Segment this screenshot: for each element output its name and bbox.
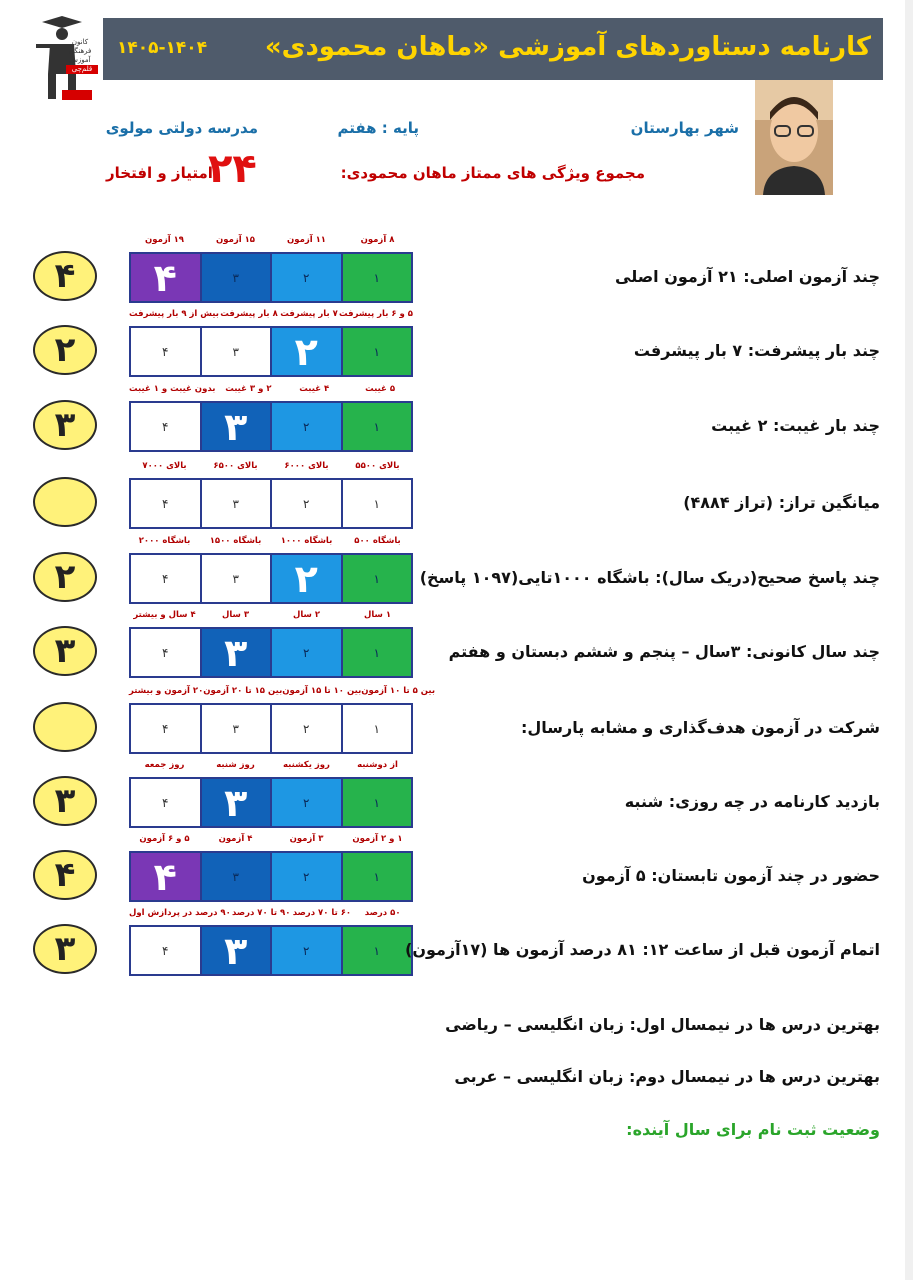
range-label: ۳ سال — [221, 610, 250, 620]
range-label: بالای ۷۰۰۰ — [142, 461, 187, 471]
scale-cell: ۲ — [272, 480, 343, 527]
range-label: ۲ سال — [292, 610, 321, 620]
scale-cell: ۱ — [343, 328, 412, 375]
range-label: ۱ سال — [363, 610, 392, 620]
range-label: بالای ۶۰۰۰ — [284, 461, 329, 471]
row-range-labels — [129, 834, 413, 848]
scale-cell-selected: ۲ — [272, 555, 343, 602]
scale-cell: ۲ — [272, 779, 343, 826]
best-subjects-first: بهترین درس ها در نیمسال اول: زبان انگلیسی – ریاضی — [445, 1015, 880, 1034]
range-label: ۲۰ آزمون و بیشتر — [129, 686, 204, 696]
row-score-circle: ۳ — [33, 400, 97, 450]
score-scale — [129, 703, 413, 754]
scale-cell: ۳ — [202, 328, 273, 375]
logo-line: فرهنگی — [68, 47, 92, 55]
criterion-text: چند بار غیبت: ۲ غیبت — [711, 416, 880, 435]
criterion-text: میانگین تراز: (تراز ۴۸۸۴) — [683, 493, 880, 512]
logo-line: آموزش — [69, 56, 91, 64]
score-scale — [129, 553, 413, 604]
scale-cell: ۳ — [202, 705, 273, 752]
scale-cell: ۳ — [202, 480, 273, 527]
row-score-circle: ۳ — [33, 626, 97, 676]
scale-cell: ۱ — [343, 254, 412, 301]
row-range-labels — [129, 686, 436, 700]
page-title: کارنامه دستاوردهای آموزشی «ماهان محمودی» — [264, 32, 871, 62]
range-label: ۱۹ آزمون — [144, 235, 184, 245]
range-label: بالای ۶۵۰۰ — [213, 461, 258, 471]
scale-cell: ۴ — [131, 705, 202, 752]
range-label: ۵۰ درصد — [364, 908, 401, 918]
row-range-labels — [129, 384, 413, 398]
range-label: بالای ۵۵۰۰ — [355, 461, 400, 471]
scale-cell-selected: ۴ — [131, 853, 202, 900]
row-score-circle: ۴ — [33, 251, 97, 301]
scale-cell: ۲ — [272, 403, 343, 450]
row-score-circle: ۳ — [33, 776, 97, 826]
scale-cell: ۱ — [343, 853, 412, 900]
range-label: ۱ و ۲ آزمون — [352, 834, 403, 844]
row-score-circle: ۲ — [33, 552, 97, 602]
page-edge — [905, 0, 913, 1280]
range-label: روز شنبه — [216, 760, 255, 770]
scale-cell-selected: ۳ — [202, 927, 273, 974]
logo-text — [62, 38, 98, 74]
range-label: ۷ بار پیشرفت — [280, 309, 338, 319]
row-range-labels — [129, 760, 413, 774]
range-label: ۴ سال و بیشتر — [133, 610, 196, 620]
range-label: ۴ آزمون — [218, 834, 253, 844]
range-label: باشگاه ۱۰۰۰ — [280, 536, 333, 546]
scale-cell: ۴ — [131, 555, 202, 602]
range-label: باشگاه ۲۰۰۰ — [138, 536, 191, 546]
range-label: باشگاه ۵۰۰ — [354, 536, 401, 546]
scale-cell: ۱ — [343, 555, 412, 602]
scale-cell: ۲ — [272, 853, 343, 900]
score-scale — [129, 777, 413, 828]
range-label: ۱۵ آزمون — [215, 235, 255, 245]
range-label: ۸ آزمون — [360, 235, 395, 245]
scale-cell: ۱ — [343, 705, 412, 752]
score-scale — [129, 925, 413, 976]
criterion-text: اتمام آزمون قبل از ساعت ۱۲: ۸۱ درصد آزمون ها (۱۷آزمون) — [405, 940, 880, 959]
scale-cell: ۴ — [131, 328, 202, 375]
school-label: مدرسه دولتی مولوی — [105, 119, 258, 137]
scale-cell-selected: ۳ — [202, 403, 273, 450]
school-year: ۱۴۰۵-۱۴۰۴ — [117, 38, 208, 58]
criterion-text: چند آزمون اصلی: ۲۱ آزمون اصلی — [615, 267, 880, 286]
range-label: باشگاه ۱۵۰۰ — [209, 536, 262, 546]
best-subjects-second: بهترین درس ها در نیمسال دوم: زبان انگلیسی – عربی — [454, 1067, 880, 1086]
scale-cell: ۲ — [272, 927, 343, 974]
score-scale — [129, 326, 413, 377]
range-label: ۸ بار پیشرفت — [220, 309, 278, 319]
scale-cell: ۳ — [202, 853, 273, 900]
total-score: ۲۴ — [208, 146, 257, 192]
scale-cell: ۴ — [131, 480, 202, 527]
row-score-circle: ۳ — [33, 924, 97, 974]
scale-cell: ۱ — [343, 629, 412, 676]
range-label: ۳ آزمون — [289, 834, 324, 844]
scale-cell: ۱ — [343, 480, 412, 527]
criterion-text: چند پاسخ صحیح(دریک سال): باشگاه ۱۰۰۰تایی(۱۰۹۷ پاسخ) — [419, 568, 880, 587]
range-label: ۵ و ۶ آزمون — [139, 834, 190, 844]
header-bar — [103, 18, 883, 80]
score-scale — [129, 627, 413, 678]
criterion-text: چند سال کانونی: ۳سال – پنجم و ششم دبستان و هفتم — [448, 642, 880, 661]
row-range-labels — [129, 610, 413, 624]
row-score-circle: ۲ — [33, 325, 97, 375]
score-scale — [129, 478, 413, 529]
range-label: ۹۰ تا ۷۰ درصد — [231, 908, 291, 918]
range-label: از دوشنبه — [357, 760, 398, 770]
range-label: ۵ غیبت — [365, 384, 396, 394]
range-label: روز جمعه — [144, 760, 185, 770]
scale-cell-selected: ۳ — [202, 629, 273, 676]
range-label: ۲ و ۳ غیبت — [225, 384, 272, 394]
range-label: ۹۰ درصد در پردازش اول — [129, 908, 231, 918]
scale-cell: ۴ — [131, 779, 202, 826]
scale-cell-selected: ۳ — [202, 779, 273, 826]
criterion-text: حضور در چند آزمون تابستان: ۵ آزمون — [582, 866, 880, 885]
scale-cell: ۳ — [202, 254, 273, 301]
row-score-circle: ۴ — [33, 850, 97, 900]
total-features-label: مجموع ویژگی های ممتاز ماهان محمودی: — [340, 164, 645, 182]
row-range-labels — [129, 908, 413, 922]
student-photo — [755, 80, 833, 195]
city-label: شهر بهارستان — [630, 119, 739, 137]
row-range-labels — [129, 536, 413, 550]
range-label: ۶۰ تا ۷۰ درصد — [292, 908, 352, 918]
range-label: بدون غیبت و ۱ غیبت — [129, 384, 216, 394]
scale-cell-selected: ۴ — [131, 254, 202, 301]
range-label: بیش از ۹ بار پیشرفت — [129, 309, 219, 319]
range-label: بین ۱۵ تا ۲۰ آزمون — [203, 686, 283, 696]
row-range-labels — [129, 235, 413, 249]
range-label: بین ۱۰ تا ۱۵ آزمون — [282, 686, 362, 696]
scale-cell: ۲ — [272, 629, 343, 676]
score-scale — [129, 252, 413, 303]
scale-cell: ۲ — [272, 705, 343, 752]
criterion-text: شرکت در آزمون هدف‌گذاری و مشابه پارسال: — [521, 718, 880, 737]
row-range-labels — [129, 309, 413, 323]
row-score-circle — [33, 477, 97, 527]
scale-cell: ۳ — [202, 555, 273, 602]
score-scale — [129, 851, 413, 902]
score-scale — [129, 401, 413, 452]
scale-cell: ۴ — [131, 927, 202, 974]
range-label: ۱۱ آزمون — [286, 235, 326, 245]
range-label: روز یکشنبه — [283, 760, 330, 770]
scale-cell: ۴ — [131, 629, 202, 676]
criterion-text: بازدید کارنامه در چه روزی: شنبه — [624, 792, 880, 811]
range-label: ۴ غیبت — [299, 384, 330, 394]
scale-cell: ۱ — [343, 779, 412, 826]
criterion-text: چند بار پیشرفت: ۷ بار پیشرفت — [633, 341, 880, 360]
row-range-labels — [129, 461, 413, 475]
scale-cell: ۴ — [131, 403, 202, 450]
imtiaz-label: امتیاز و افتخار — [106, 164, 213, 182]
scale-cell: ۱ — [343, 927, 412, 974]
grade-label: پایه : هفتم — [337, 119, 419, 137]
range-label: بین ۵ تا ۱۰ آزمون — [361, 686, 436, 696]
logo-line: کانون — [71, 38, 89, 46]
scale-cell: ۲ — [272, 254, 343, 301]
scale-cell-selected: ۲ — [272, 328, 343, 375]
scale-cell: ۱ — [343, 403, 412, 450]
logo-line: قلم‌چی — [66, 65, 98, 74]
registration-status: وضعیت ثبت نام برای سال آینده: — [626, 1120, 880, 1139]
row-score-circle — [33, 702, 97, 752]
range-label: ۵ و ۶ بار پیشرفت — [339, 309, 413, 319]
